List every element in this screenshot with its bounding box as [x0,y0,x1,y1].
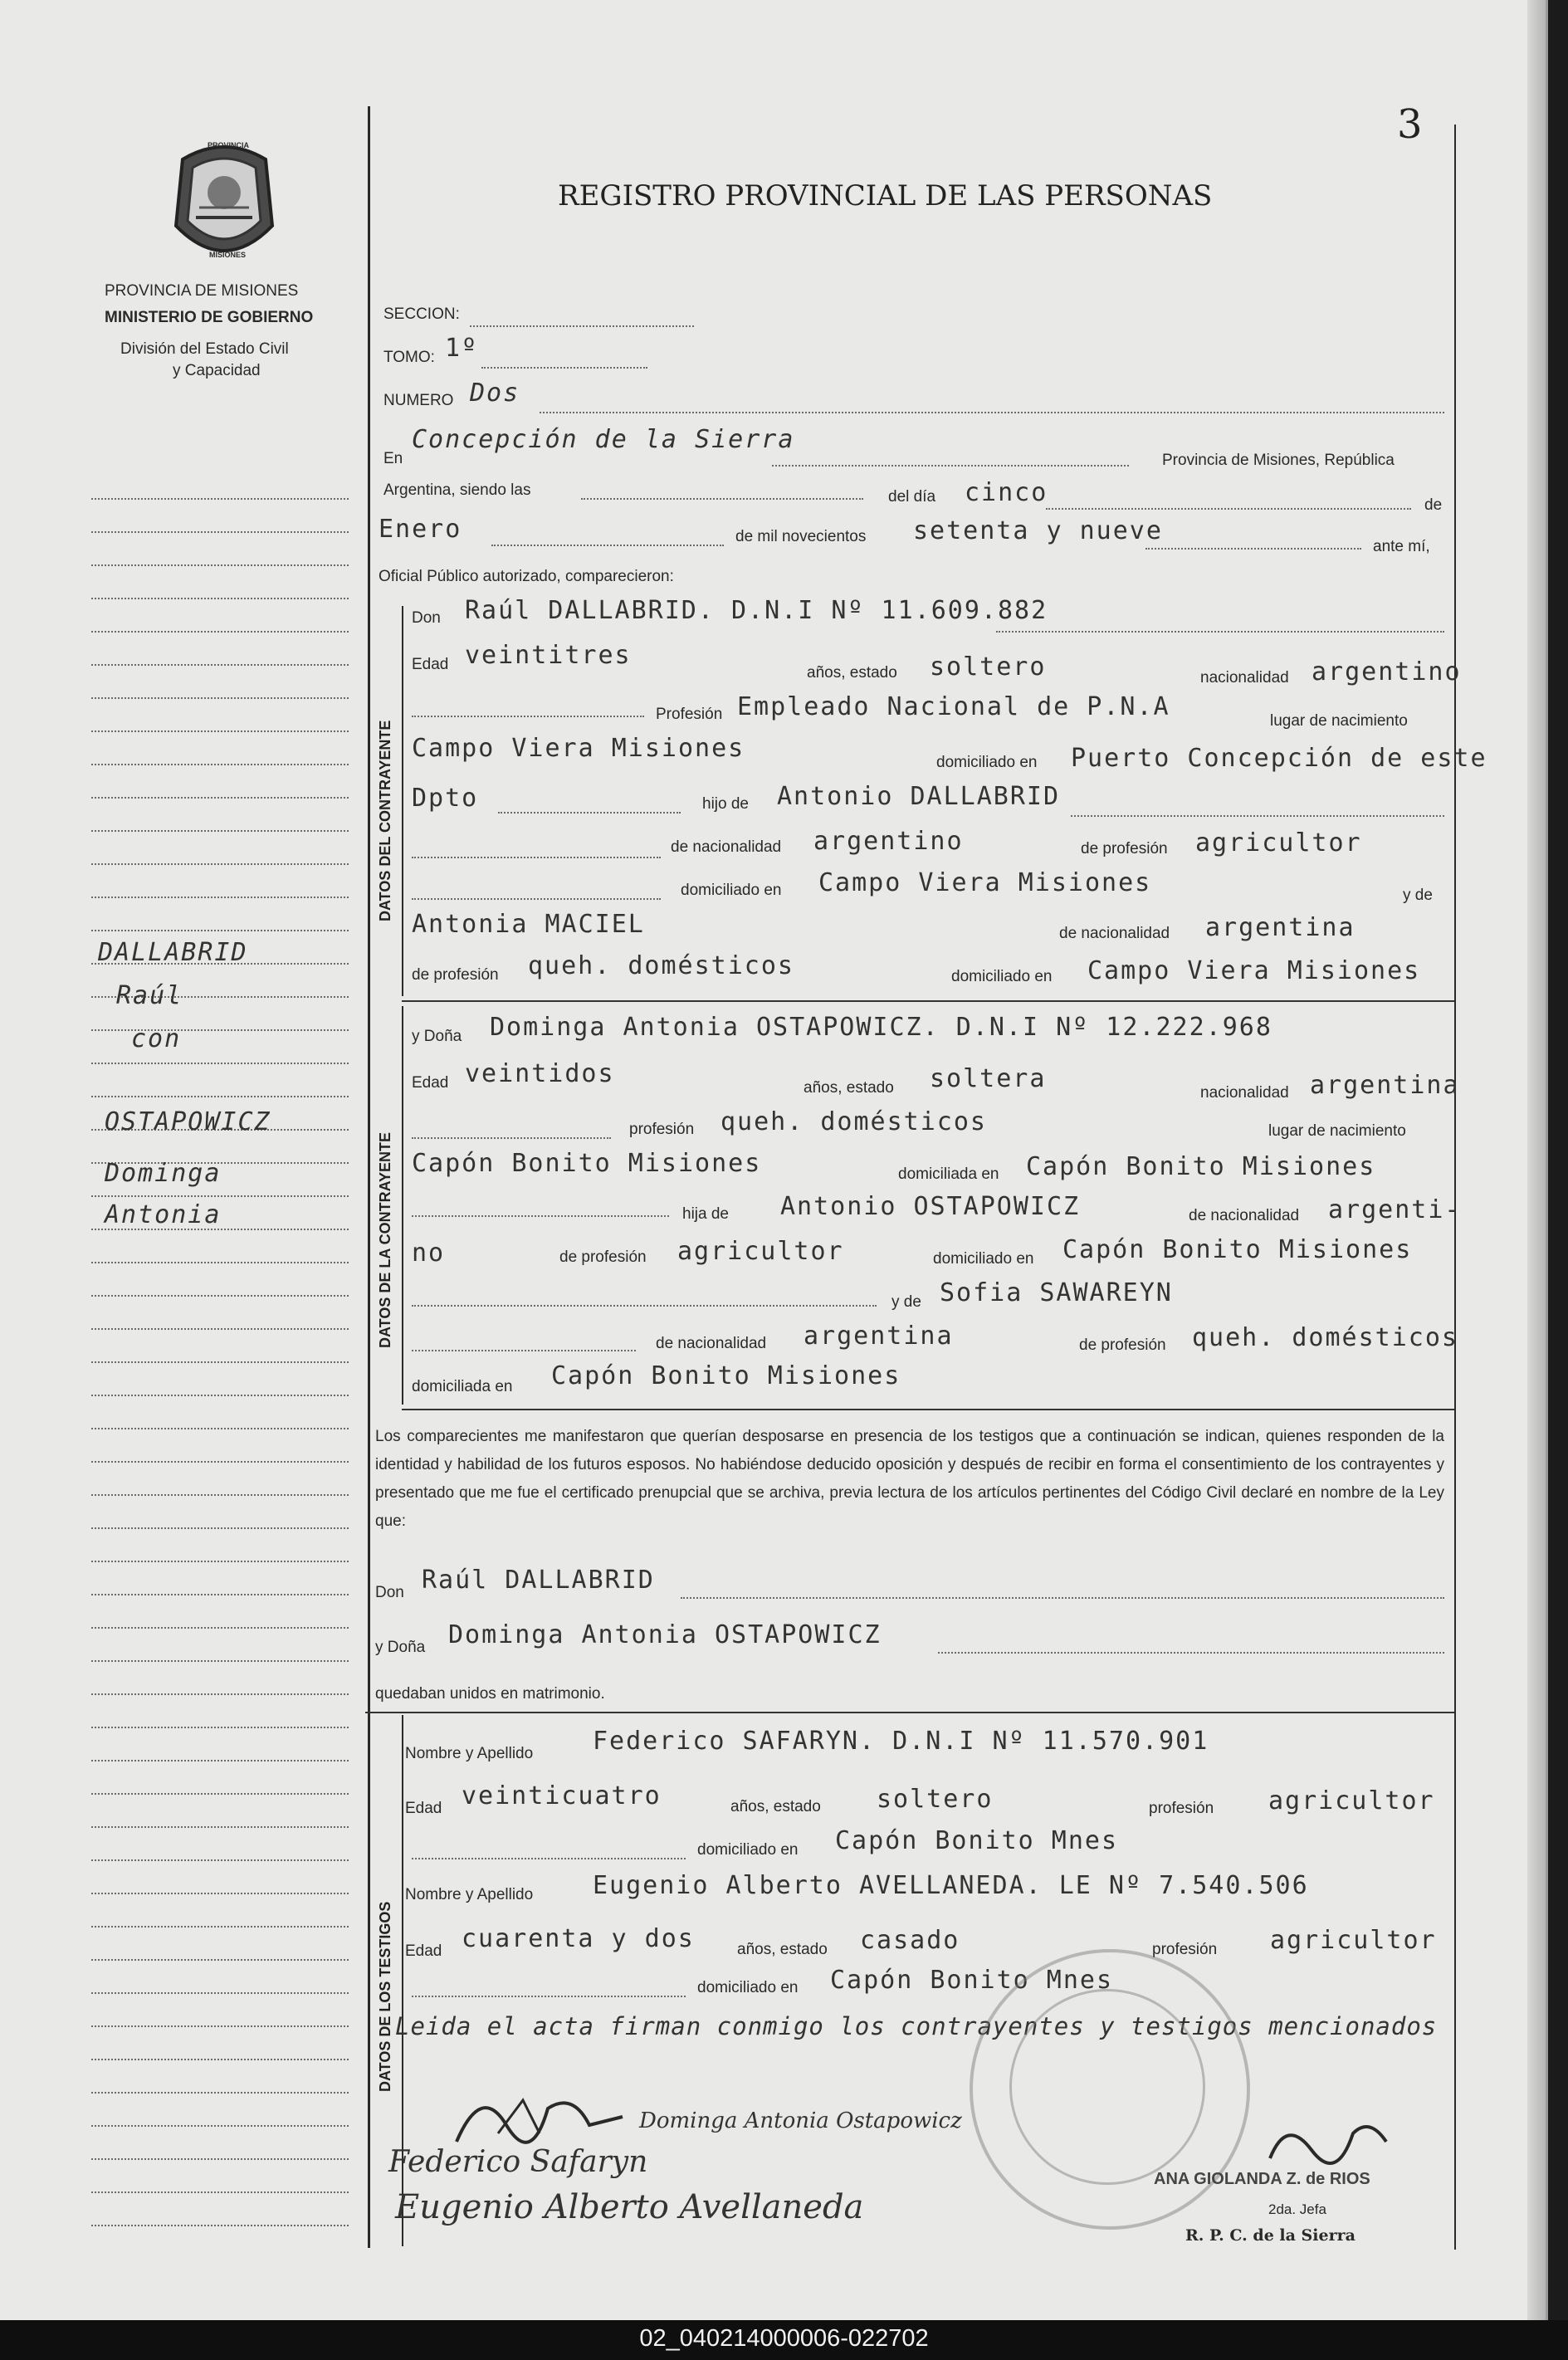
f-y-de-label: y de [891,1293,921,1311]
dia-value: cinco [965,478,1048,507]
margin-dotted-line [91,2025,349,2027]
c-dom2-line [498,812,681,814]
seccion-line [470,325,694,327]
numero-label: NUMERO [383,392,454,409]
mil-label: de mil novecientos [735,528,867,545]
page-title: REGISTRO PROVINCIAL DE LAS PERSONAS [558,179,1213,213]
f-padre-prof-label: de profesión [559,1248,647,1266]
margin-dotted-line [91,1262,349,1263]
margin-rule [368,106,370,2248]
margin-note-surname2: OSTAPOWICZ [105,1107,271,1136]
t1-estado: soltero [877,1785,994,1814]
en-line [772,465,1129,467]
f-y-de-pre-line [412,1305,877,1307]
c-hijo-label: hijo de [702,795,749,813]
decl-dona-label: y Doña [375,1639,426,1656]
c-nacionalidad: argentino [1312,657,1462,687]
margin-note-name2: Dominga [105,1159,222,1188]
right-rule [1454,125,1456,2250]
decl-don-label: Don [375,1584,404,1601]
margin-note-name: Raúl [116,981,183,1010]
f-profesion-label: profesión [629,1121,695,1138]
f-profesion: queh. domésticos [720,1107,987,1136]
provincia-label: Provincia de Misiones, República [1162,452,1395,469]
f-padre-dom-label: domiciliado en [933,1250,1034,1268]
margin-dotted-line [91,2225,349,2226]
c-lugar: Campo Viera Misiones [412,734,745,763]
anio-line [1145,548,1361,550]
margin-dotted-line [91,1660,349,1662]
margin-dotted-line [91,1395,349,1396]
c-domicilio2: Dpto [412,784,479,813]
t2-edad: cuarenta y dos [462,1924,695,1953]
c-padre-prof-label: de profesión [1081,840,1168,858]
f-domicilio: Capón Bonito Misiones [1026,1152,1376,1181]
tomo-line [481,367,647,369]
margin-dotted-line [91,1494,349,1496]
signature-testigo-1: Federico Safaryn [388,2145,648,2179]
hora-line [581,498,863,500]
don-label: Don [412,609,441,627]
c-madre-prof: queh. domésticos [528,951,794,980]
margin-dotted-line [91,2059,349,2060]
margin-dotted-line [91,1328,349,1330]
t2-prof: agricultor [1270,1926,1437,1955]
official-office: R. P. C. de la Sierra [1185,2226,1356,2245]
margin-dotted-line [91,1096,349,1097]
f-madre-dom: Capón Bonito Misiones [551,1361,901,1390]
f-lugar: Capón Bonito Misiones [412,1149,762,1178]
official-name: ANA GIOLANDA Z. de RIOS [1154,2170,1370,2188]
f-padre-nac2: no [412,1239,446,1268]
official-title: 2da. Jefa [1268,2201,1326,2217]
contrayenta-rule [402,1006,403,1405]
margin-dotted-line [91,730,349,732]
c-padre: Antonio DALLABRID [777,782,1061,811]
c-edad: veintitres [465,641,632,670]
margin-dotted-line [91,1959,349,1961]
t1-label: Nombre y Apellido [405,1745,534,1762]
c-padre-dom-label: domiciliado en [681,882,782,899]
margin-dotted-line [91,1893,349,1894]
c-domic-label: domiciliado en [936,754,1038,771]
dia-line [1046,508,1411,510]
t2-dom-pre-line [412,1996,686,1997]
oficial-label: Oficial Público autorizado, comparecieron: [379,568,674,585]
margin-dotted-line [91,1760,349,1761]
margin-dotted-line [91,930,349,931]
numero-line [540,412,1444,413]
decl-don-value: Raúl DALLABRID [422,1566,655,1595]
signature-testigo-2: Eugenio Alberto Avellaneda [395,2188,864,2226]
c-estado-label: años, estado [807,664,897,682]
t1-dom-pre-line [412,1858,686,1859]
c-prof-pre-line [412,716,644,717]
t2-prof-label: profesión [1152,1941,1218,1958]
en-label: En [383,450,403,467]
margin-dotted-line [91,1594,349,1595]
c-padre-dom: Campo Viera Misiones [818,868,1152,897]
t1-dom-label: domiciliado en [697,1841,799,1859]
f-padre-prof: agricultor [677,1237,844,1266]
margin-dotted-line [91,1195,349,1197]
f-madre: Sofia SAWAREYN [940,1278,1173,1307]
f-madre-prof-label: de profesión [1079,1336,1166,1354]
emblem-text-bottom: MISIONES [209,251,247,259]
f-edad-label: Edad [412,1074,449,1092]
del-dia-label: del día [888,488,936,506]
emblem-text-top: PROVINCIA [208,141,250,149]
header-capacity: y Capacidad [173,362,261,379]
margin-dotted-line [91,498,349,500]
en-value: Concepción de la Sierra [412,425,795,454]
dona-label: y Doña [412,1028,462,1045]
margin-dotted-line [91,1295,349,1297]
margin-dotted-line [91,1527,349,1529]
contrayenta-section-label: DATOS DE LA CONTRAYENTE [377,1131,393,1348]
tomo-label: TOMO: [383,349,435,366]
t1-edad: veinticuatro [462,1781,662,1810]
f-hija-label: hija de [682,1205,729,1223]
tomo-value: 1º [445,334,479,363]
margin-dotted-line [91,564,349,566]
t1-edad-label: Edad [405,1800,442,1817]
c-padre-nac-label: de nacionalidad [671,838,782,856]
ante-label: ante mí, [1373,538,1430,555]
margin-dotted-line [91,1826,349,1828]
t2-dom: Capón Bonito Mnes [830,1966,1114,1995]
t2-estado-label: años, estado [737,1941,828,1958]
contrayenta-nombre: Dominga Antonia OSTAPOWICZ. D.N.I Nº 12.222.968 [490,1013,1272,1042]
mes-value: Enero [379,515,462,544]
f-prof-pre-line [412,1137,611,1139]
c-madre-nac: argentina [1205,913,1356,942]
c-padre-prof: agricultor [1195,828,1362,858]
margin-note-surname: DALLABRID [98,938,248,967]
f-domic-label: domiciliada en [898,1165,999,1183]
header-province: PROVINCIA DE MISIONES [105,282,299,300]
t1-dom: Capón Bonito Mnes [835,1826,1119,1855]
margin-dotted-line [91,2092,349,2094]
margin-dotted-line [91,598,349,599]
t1-prof: agricultor [1268,1786,1435,1815]
margin-dotted-line [91,1627,349,1629]
official-seal-inner [1009,1989,1205,2185]
c-profesion: Empleado Nacional de P.N.A [737,692,1170,721]
de-label: de [1424,496,1443,514]
f-madre-dom-label: domiciliada en [412,1378,513,1395]
margin-dotted-line [91,1793,349,1795]
c-madre-prof-label: de profesión [412,966,499,984]
t2-dom-label: domiciliado en [697,1979,799,1996]
anio-value: setenta y nueve [913,516,1163,545]
page-number: 3 [1397,101,1423,148]
c-madre-dom: Campo Viera Misiones [1087,956,1421,985]
decl-closing: quedaban unidos en matrimonio. [375,1685,605,1703]
decl-dona-line [938,1652,1444,1654]
testigos-top-rule [365,1712,1454,1713]
decl-don-line [681,1597,1444,1599]
testigos-section-label: DATOS DE LOS TESTIGOS [377,1901,393,2092]
margin-dotted-line [91,863,349,865]
declaration-text: Los comparecientes me manifestaron que querían desposarse en presencia de los testigos que a continuación se indican, quienes responden de la identidad y habilidad de los futuros esposos. No habiéndose deducido oposición y después de recibir en forma el consentimiento de los contrayentes y presentado que me fue el certificado prenupcial que se archiva, previa lectura de los artículos pertinentes del Código Civil declaré en nombre de la Ley que: [375,1428,1444,1530]
c-lugar-label: lugar de nacimiento [1270,712,1408,730]
margin-dotted-line [91,830,349,832]
margin-dotted-line [91,2191,349,2193]
margin-dotted-line [91,2158,349,2160]
c-domicilio: Puerto Concepción de este [1071,744,1487,773]
seccion-label: SECCION: [383,305,460,323]
f-estado: soltera [930,1064,1047,1093]
t1-prof-label: profesión [1149,1800,1214,1817]
f-padre-nac-label: de nacionalidad [1189,1207,1300,1224]
f-edad: veintidos [465,1059,615,1088]
c-padre-line [1071,815,1444,817]
f-lugar-label: lugar de nacimiento [1268,1122,1406,1140]
f-nac-label: nacionalidad [1200,1084,1289,1102]
margin-dotted-line [91,1029,349,1031]
margin-dotted-line [91,1561,349,1562]
f-hija-pre-line [412,1215,669,1217]
numero-value: Dos [470,379,520,408]
c-padre-nac: argentino [813,827,964,856]
margin-dotted-line [91,531,349,533]
f-madre-nac-pre-line [412,1350,636,1351]
header-division: División del Estado Civil [120,340,289,358]
f-nacionalidad: argentina [1310,1071,1460,1100]
c-estado: soltero [930,652,1047,682]
contrayente-nombre-line [996,631,1444,633]
f-padre-dom: Capón Bonito Misiones [1062,1235,1413,1264]
c-madre-dom-label: domiciliado en [951,968,1053,985]
margin-dotted-line [91,1926,349,1928]
f-madre-prof: queh. domésticos [1192,1323,1458,1352]
c-padre-dom-pre-line [412,898,661,900]
margin-note-con: con [131,1024,182,1053]
decl-dona-value: Dominga Antonia OSTAPOWICZ [448,1620,882,1649]
margin-dotted-line [91,697,349,699]
c-madre: Antonia MACIEL [412,910,645,939]
argentina-label: Argentina, siendo las [383,481,531,499]
t2-label: Nombre y Apellido [405,1886,534,1903]
signature-contrayenta: Dominga Antonia Ostapowicz [639,2108,962,2133]
t1-nombre: Federico SAFARYN. D.N.I Nº 11.570.901 [593,1727,1209,1756]
contrayenta-divider [402,1409,1454,1410]
c-nac-label: nacionalidad [1200,669,1289,687]
document-code: 02_040214000006-022702 [639,2325,929,2352]
margin-dotted-line [91,2125,349,2127]
margin-dotted-line [91,1461,349,1463]
f-madre-nac-label: de nacionalidad [656,1335,767,1352]
mes-line [491,545,724,546]
t2-edad-label: Edad [405,1942,442,1960]
contrayente-nombre: Raúl DALLABRID. D.N.I Nº 11.609.882 [465,596,1048,625]
c-madre-nac-label: de nacionalidad [1059,925,1170,942]
c-profesion-label: Profesión [656,706,723,723]
margin-dotted-line [91,1859,349,1861]
header-ministry: MINISTERIO DE GOBIERNO [105,309,314,326]
contrayente-section-label: DATOS DEL CONTRAYENTE [377,720,393,921]
f-padre: Antonio OSTAPOWICZ [780,1192,1081,1221]
f-madre-nac: argentina [804,1322,954,1351]
signature-contrayente-icon [448,2075,631,2150]
t2-estado: casado [860,1926,960,1955]
c-padre-nac-pre-line [412,857,661,858]
c-edad-label: Edad [412,656,449,673]
t1-estado-label: años, estado [730,1798,821,1815]
margin-dotted-line [91,1693,349,1695]
testigos-closing-note: Leida el acta firman conmigo los contrayentes y testigos mencionados [395,2012,1438,2040]
margin-dotted-line [91,1992,349,1994]
margin-dotted-line [91,764,349,765]
margin-dotted-line [91,664,349,666]
f-estado-label: años, estado [804,1079,894,1097]
margin-note-name3: Antonia [105,1200,222,1229]
margin-dotted-line [91,631,349,633]
contrayente-rule [402,606,403,996]
signature-official-icon [1262,2108,1395,2175]
contrayente-divider [402,1000,1454,1002]
margin-dotted-line [91,1727,349,1728]
t2-nombre: Eugenio Alberto AVELLANEDA. LE Nº 7.540.506 [593,1871,1309,1900]
page-edge-shadow [1527,0,1546,2320]
margin-dotted-line [91,897,349,898]
province-emblem-icon [166,134,282,267]
f-padre-nac: argenti- [1328,1195,1462,1224]
margin-dotted-line [91,797,349,799]
margin-dotted-line [91,1063,349,1064]
c-y-de-label: y de [1403,887,1433,904]
margin-dotted-line [91,1428,349,1429]
margin-dotted-line [91,1361,349,1363]
